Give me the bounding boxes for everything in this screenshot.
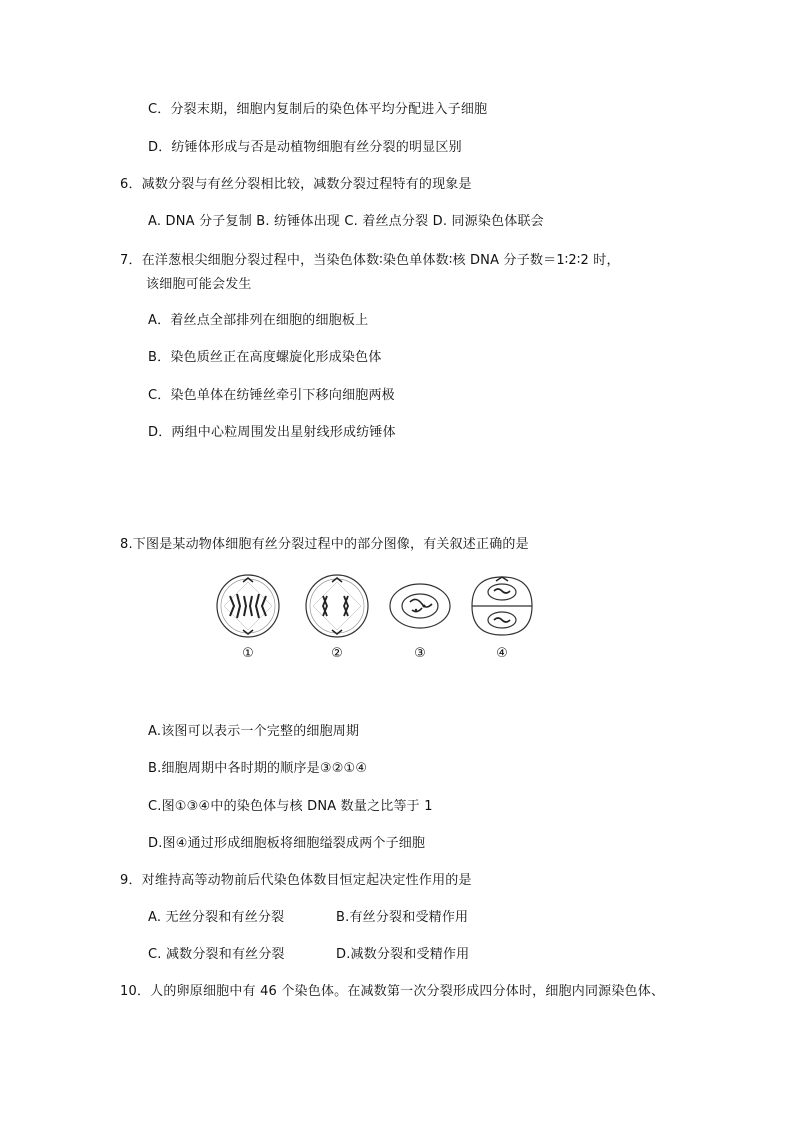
figure-label-4: ④ <box>496 646 508 661</box>
cell-3-interphase <box>390 584 450 628</box>
q9-option-b: B.有丝分裂和受精作用 <box>336 910 469 925</box>
q8-option-c: C.图①③④中的染色体与核 DNA 数量之比等于 1 <box>148 799 433 814</box>
q9-stem: 9．对维持高等动物前后代染色体数目恒定起决定性作用的是 <box>120 873 472 888</box>
q7-option-c: C．染色单体在纺锤丝牵引下移向细胞两极 <box>148 388 395 403</box>
q9-option-c: C. 减数分裂和有丝分裂 <box>148 947 285 962</box>
q5-option-c: C．分裂末期，细胞内复制后的染色体平均分配进入子细胞 <box>148 102 488 117</box>
mitosis-figure <box>210 572 550 668</box>
q8-option-d: D.图④通过形成细胞板将细胞缢裂成两个子细胞 <box>148 836 426 851</box>
q7-option-b: B．染色质丝正在高度螺旋化形成染色体 <box>148 350 382 365</box>
q7-option-d: D．两组中心粒周围发出星射线形成纺锤体 <box>148 425 396 440</box>
q8-option-b: B.细胞周期中各时期的顺序是③②①④ <box>148 761 368 776</box>
cell-4-telophase <box>472 577 532 635</box>
q6-options: A. DNA 分子复制 B. 纺锤体出现 C. 着丝点分裂 D. 同源染色体联会 <box>148 214 544 229</box>
q9-option-d: D.减数分裂和受精作用 <box>336 947 470 962</box>
figure-label-2: ② <box>331 646 343 661</box>
cell-2-metaphase <box>306 575 368 637</box>
figure-label-1: ① <box>242 646 254 661</box>
q9-option-a: A. 无丝分裂和有丝分裂 <box>148 910 285 925</box>
q5-option-d: D．纺锤体形成与否是动植物细胞有丝分裂的明显区别 <box>148 140 462 155</box>
q8-option-a: A.该图可以表示一个完整的细胞周期 <box>148 724 360 739</box>
q7-stem-line1: 7．在洋葱根尖细胞分裂过程中，当染色体数∶染色单体数∶核 DNA 分子数＝1∶2∶2 时， <box>120 253 620 268</box>
q6-stem: 6．减数分裂与有丝分裂相比较，减数分裂过程特有的现象是 <box>120 177 472 192</box>
q7-stem-line2: 该细胞可能会发生 <box>146 277 252 292</box>
q7-option-a: A．着丝点全部排列在细胞的细胞板上 <box>148 313 369 328</box>
figure-label-3: ③ <box>414 646 426 661</box>
cell-1-anaphase <box>217 575 279 637</box>
q10-stem: 10．人的卵原细胞中有 46 个染色体。在减数第一次分裂形成四分体时，细胞内同源染色体、 <box>120 984 665 999</box>
q8-stem: 8.下图是某动物体细胞有丝分裂过程中的部分图像，有关叙述正确的是 <box>120 537 529 552</box>
